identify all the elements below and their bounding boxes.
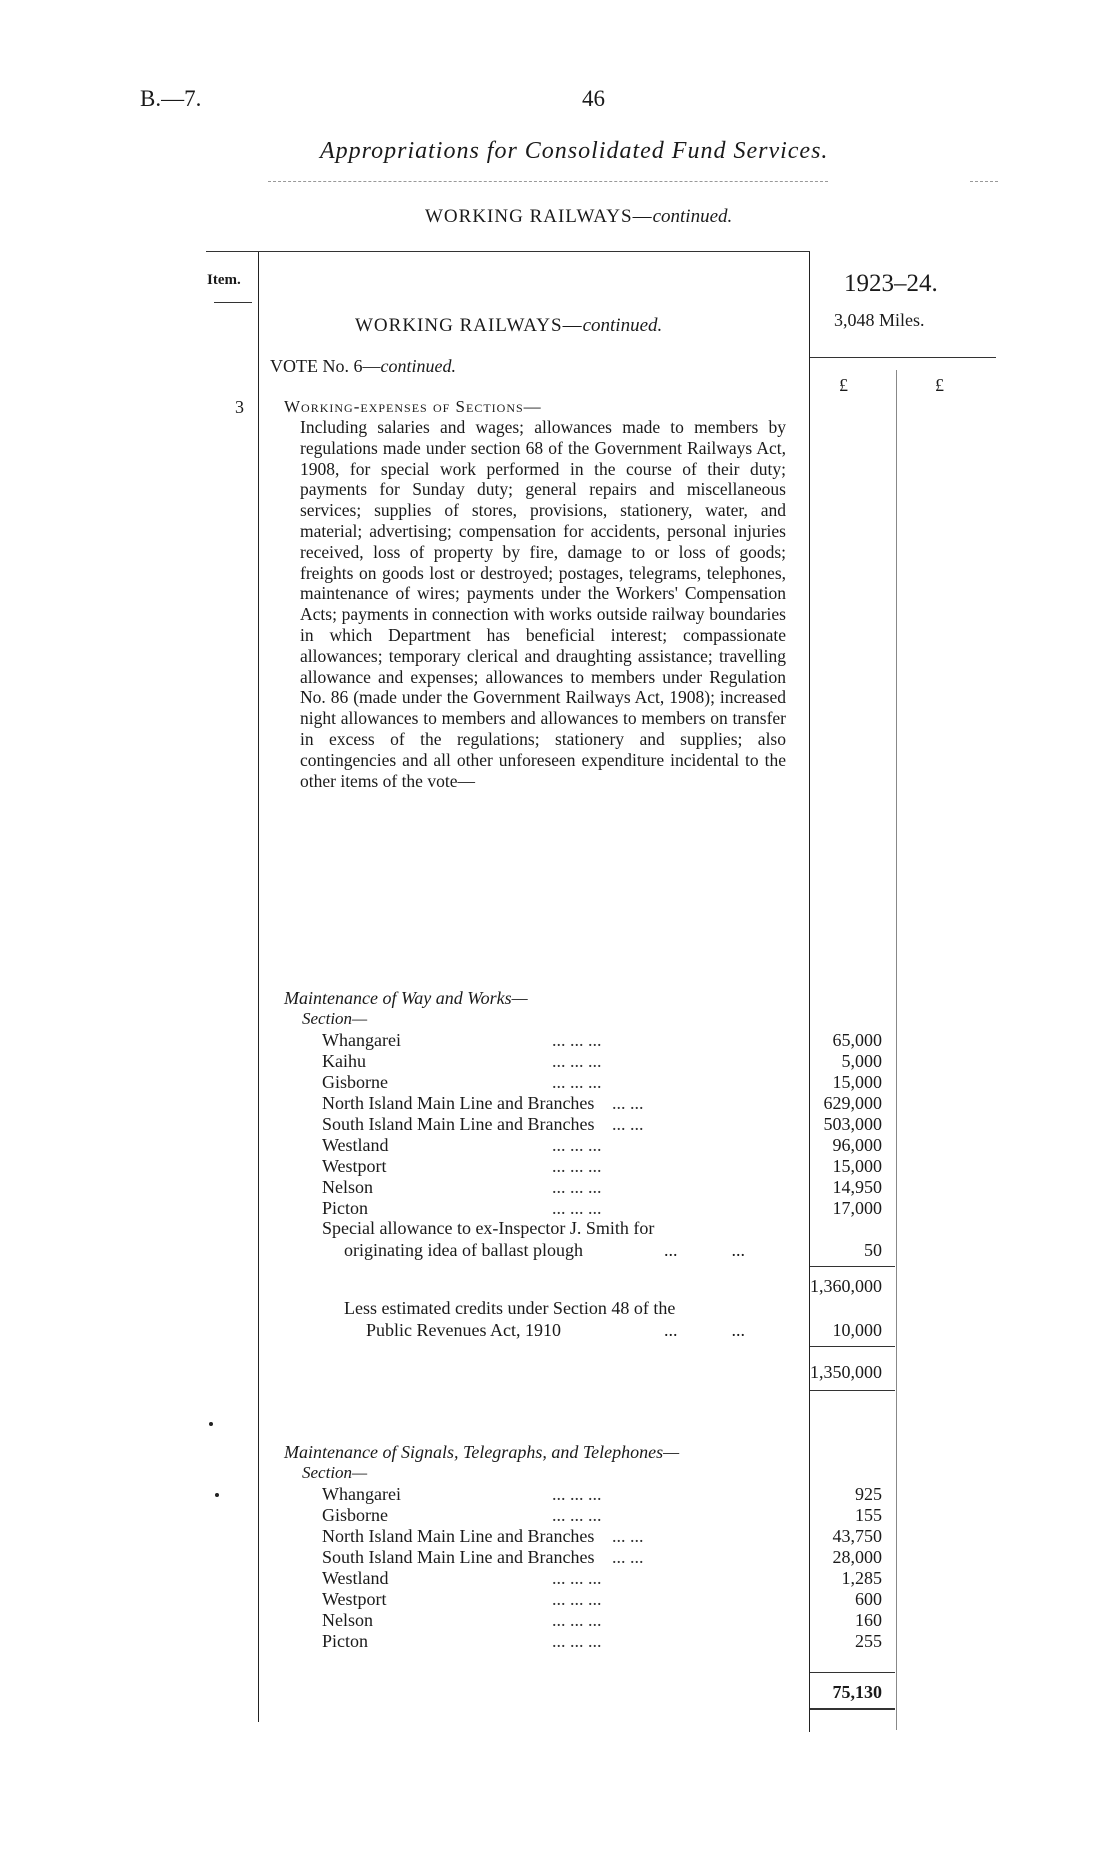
leader-dots: ... ... — [612, 1526, 644, 1546]
page-title: Appropriations for Consolidated Fund Services. — [320, 138, 829, 164]
row-label: Gisborne — [322, 1505, 388, 1525]
item-column-header: Item. — [207, 272, 241, 288]
total-rule-bottom — [810, 1390, 895, 1391]
less-credits-amount: 10,000 — [832, 1320, 882, 1340]
row-amount: 17,000 — [832, 1198, 882, 1218]
row-label: Whangarei — [322, 1030, 401, 1050]
special-allowance-dots: ... ... — [664, 1240, 745, 1260]
total-rule-top — [810, 1346, 895, 1347]
row-label: Westport — [322, 1589, 387, 1609]
row-label: Picton — [322, 1631, 369, 1651]
table-row — [322, 1093, 788, 1114]
leader-dots: ... ... ... — [552, 1135, 602, 1155]
page-number: 46 — [582, 86, 605, 111]
item-description — [300, 417, 786, 791]
vote-label — [270, 356, 456, 377]
leader-dots: ... ... ... — [552, 1589, 602, 1609]
row-label: Nelson — [322, 1177, 373, 1197]
margin-mark — [215, 1493, 219, 1497]
less-credits-line2: Public Revenues Act, 1910 — [366, 1320, 561, 1340]
leader-dots: ... ... ... — [552, 1505, 602, 1525]
table-row — [322, 1610, 788, 1631]
year-header-rule — [810, 357, 996, 358]
row-amount: 28,000 — [832, 1547, 882, 1567]
table-row — [322, 1505, 788, 1526]
row-label: South Island Main Line and Branches — [322, 1547, 595, 1567]
maintenance-signals-total: 75,130 — [832, 1682, 882, 1702]
leader-dots: ... ... ... — [552, 1484, 602, 1504]
section-title — [425, 206, 732, 228]
miles-heading: 3,048 Miles. — [834, 310, 925, 330]
leader-dots: ... ... ... — [552, 1610, 602, 1630]
row-label: Westland — [322, 1568, 389, 1588]
leader-dots: ... ... ... — [552, 1072, 602, 1092]
table-subheader-text: WORKING RAILWAYS— — [355, 315, 583, 336]
title-rule-right — [970, 181, 998, 183]
table-row — [322, 1484, 788, 1505]
leader-dots: ... ... ... — [552, 1198, 602, 1218]
vote-text: VOTE No. 6— — [270, 356, 381, 376]
pound-symbol-left: £ — [839, 375, 848, 395]
vote-suffix: continued. — [380, 356, 456, 376]
leader-dots: ... ... ... — [552, 1177, 602, 1197]
table-row — [322, 1568, 788, 1589]
pound-symbol-right: £ — [935, 375, 944, 395]
table-row — [322, 1135, 788, 1156]
leader-dots: ... ... — [612, 1093, 644, 1113]
row-amount: 65,000 — [832, 1030, 882, 1050]
leader-dots: ... ... ... — [552, 1030, 602, 1050]
leader-dots: ... ... ... — [552, 1631, 602, 1651]
row-amount: 5,000 — [841, 1051, 882, 1071]
table-row — [322, 1177, 788, 1198]
less-credits-dots: ... ... — [664, 1320, 745, 1340]
row-amount: 14,950 — [832, 1177, 882, 1197]
section-title-suffix: continued. — [652, 206, 733, 227]
signals-total-rule-top — [810, 1672, 895, 1673]
maintenance-way-subtotal: 1,360,000 — [810, 1276, 882, 1296]
table-row — [322, 1526, 788, 1547]
item-description-text: Including salaries and wages; allowances made to members by regulations made under section 68 of the Government Railways Act, 1908, for special work performed in the course of their duty; payments for Sunday duty; general repairs and miscellaneous services; supplies of stores, provisions, stationery, water, and material; advertising; compensation for accidents, personal injuries received, loss of property by fire, damage to or loss of goods; freights on goods lost or destroyed; postages, telegrams, telephones, maintenance of wires; payments under the Workers' Compensation Acts; payments in connection with works outside railway boundaries in which Department has beneficial interest; compassionate allowances; temporary clerical and draughting assistance; travelling allowance and expenses; allowances to members under Regulation No. 86 (made under the Government Railways Act, 1908); increased night allowances to members and allowances to members on transfer in excess of the regulations; stationery and supplies; also contingencies and all other unforeseen expenditure incidental to the other items of the vote— — [300, 417, 786, 791]
leader-dots: ... ... ... — [552, 1568, 602, 1588]
table-subheader — [355, 315, 662, 337]
section-title-text: WORKING RAILWAYS— — [425, 206, 653, 227]
row-label: Nelson — [322, 1610, 373, 1630]
row-amount: 255 — [855, 1631, 882, 1651]
table-row — [322, 1631, 788, 1652]
maintenance-signals-heading: Maintenance of Signals, Telegraphs, and Telephones— — [284, 1442, 680, 1462]
row-label: Whangarei — [322, 1484, 401, 1504]
less-credits-line1: Less estimated credits under Section 48 of the — [344, 1298, 676, 1318]
row-amount: 600 — [855, 1589, 882, 1609]
row-amount: 15,000 — [832, 1156, 882, 1176]
row-amount: 160 — [855, 1610, 882, 1630]
signals-total-rule-bottom — [810, 1708, 895, 1710]
item-heading: Working-expenses of Sections— — [284, 397, 542, 416]
row-label: Gisborne — [322, 1072, 388, 1092]
row-label: Westland — [322, 1135, 389, 1155]
table-row — [322, 1198, 788, 1219]
table-row — [322, 1589, 788, 1610]
year-heading: 1923–24. — [844, 270, 938, 297]
leader-dots: ... ... — [612, 1547, 644, 1567]
table-top-rule — [206, 251, 810, 252]
leader-dots: ... ... — [612, 1114, 644, 1134]
row-label: North Island Main Line and Branches — [322, 1526, 595, 1546]
row-amount: 629,000 — [823, 1093, 882, 1113]
row-amount: 1,285 — [841, 1568, 882, 1588]
leader-dots: ... ... ... — [552, 1156, 602, 1176]
special-allowance-line1: Special allowance to ex-Inspector J. Smith for — [322, 1218, 655, 1238]
item-header-rule — [214, 302, 252, 303]
row-amount: 155 — [855, 1505, 882, 1525]
item-number: 3 — [235, 397, 244, 417]
row-amount: 15,000 — [832, 1072, 882, 1092]
row-label: Kaihu — [322, 1051, 366, 1071]
row-amount: 925 — [855, 1484, 882, 1504]
maintenance-way-heading: Maintenance of Way and Works— — [284, 988, 528, 1008]
table-row — [322, 1114, 788, 1135]
document-reference: B.—7. — [140, 86, 202, 111]
maintenance-way-section-label: Section— — [302, 1009, 368, 1028]
pound-column-divider — [896, 370, 897, 1730]
row-label: North Island Main Line and Branches — [322, 1093, 595, 1113]
row-amount: 43,750 — [832, 1526, 882, 1546]
table-row — [322, 1030, 788, 1051]
row-label: Picton — [322, 1198, 369, 1218]
maintenance-signals-section-label: Section— — [302, 1463, 368, 1482]
subtotal-rule — [810, 1266, 895, 1267]
row-label: Westport — [322, 1156, 387, 1176]
maintenance-way-total: 1,350,000 — [810, 1362, 882, 1382]
table-row — [322, 1072, 788, 1093]
leader-dots: ... ... ... — [552, 1051, 602, 1071]
table-row — [322, 1156, 788, 1177]
row-amount: 503,000 — [823, 1114, 882, 1134]
special-allowance-amount: 50 — [864, 1240, 882, 1260]
table-row — [322, 1547, 788, 1568]
row-label: South Island Main Line and Branches — [322, 1114, 595, 1134]
table-subheader-suffix: continued. — [582, 315, 663, 336]
table-row — [322, 1051, 788, 1072]
title-rule — [268, 181, 828, 183]
special-allowance-line2: originating idea of ballast plough — [344, 1240, 583, 1260]
row-amount: 96,000 — [832, 1135, 882, 1155]
margin-mark — [209, 1422, 213, 1426]
item-column-divider — [258, 252, 259, 1722]
